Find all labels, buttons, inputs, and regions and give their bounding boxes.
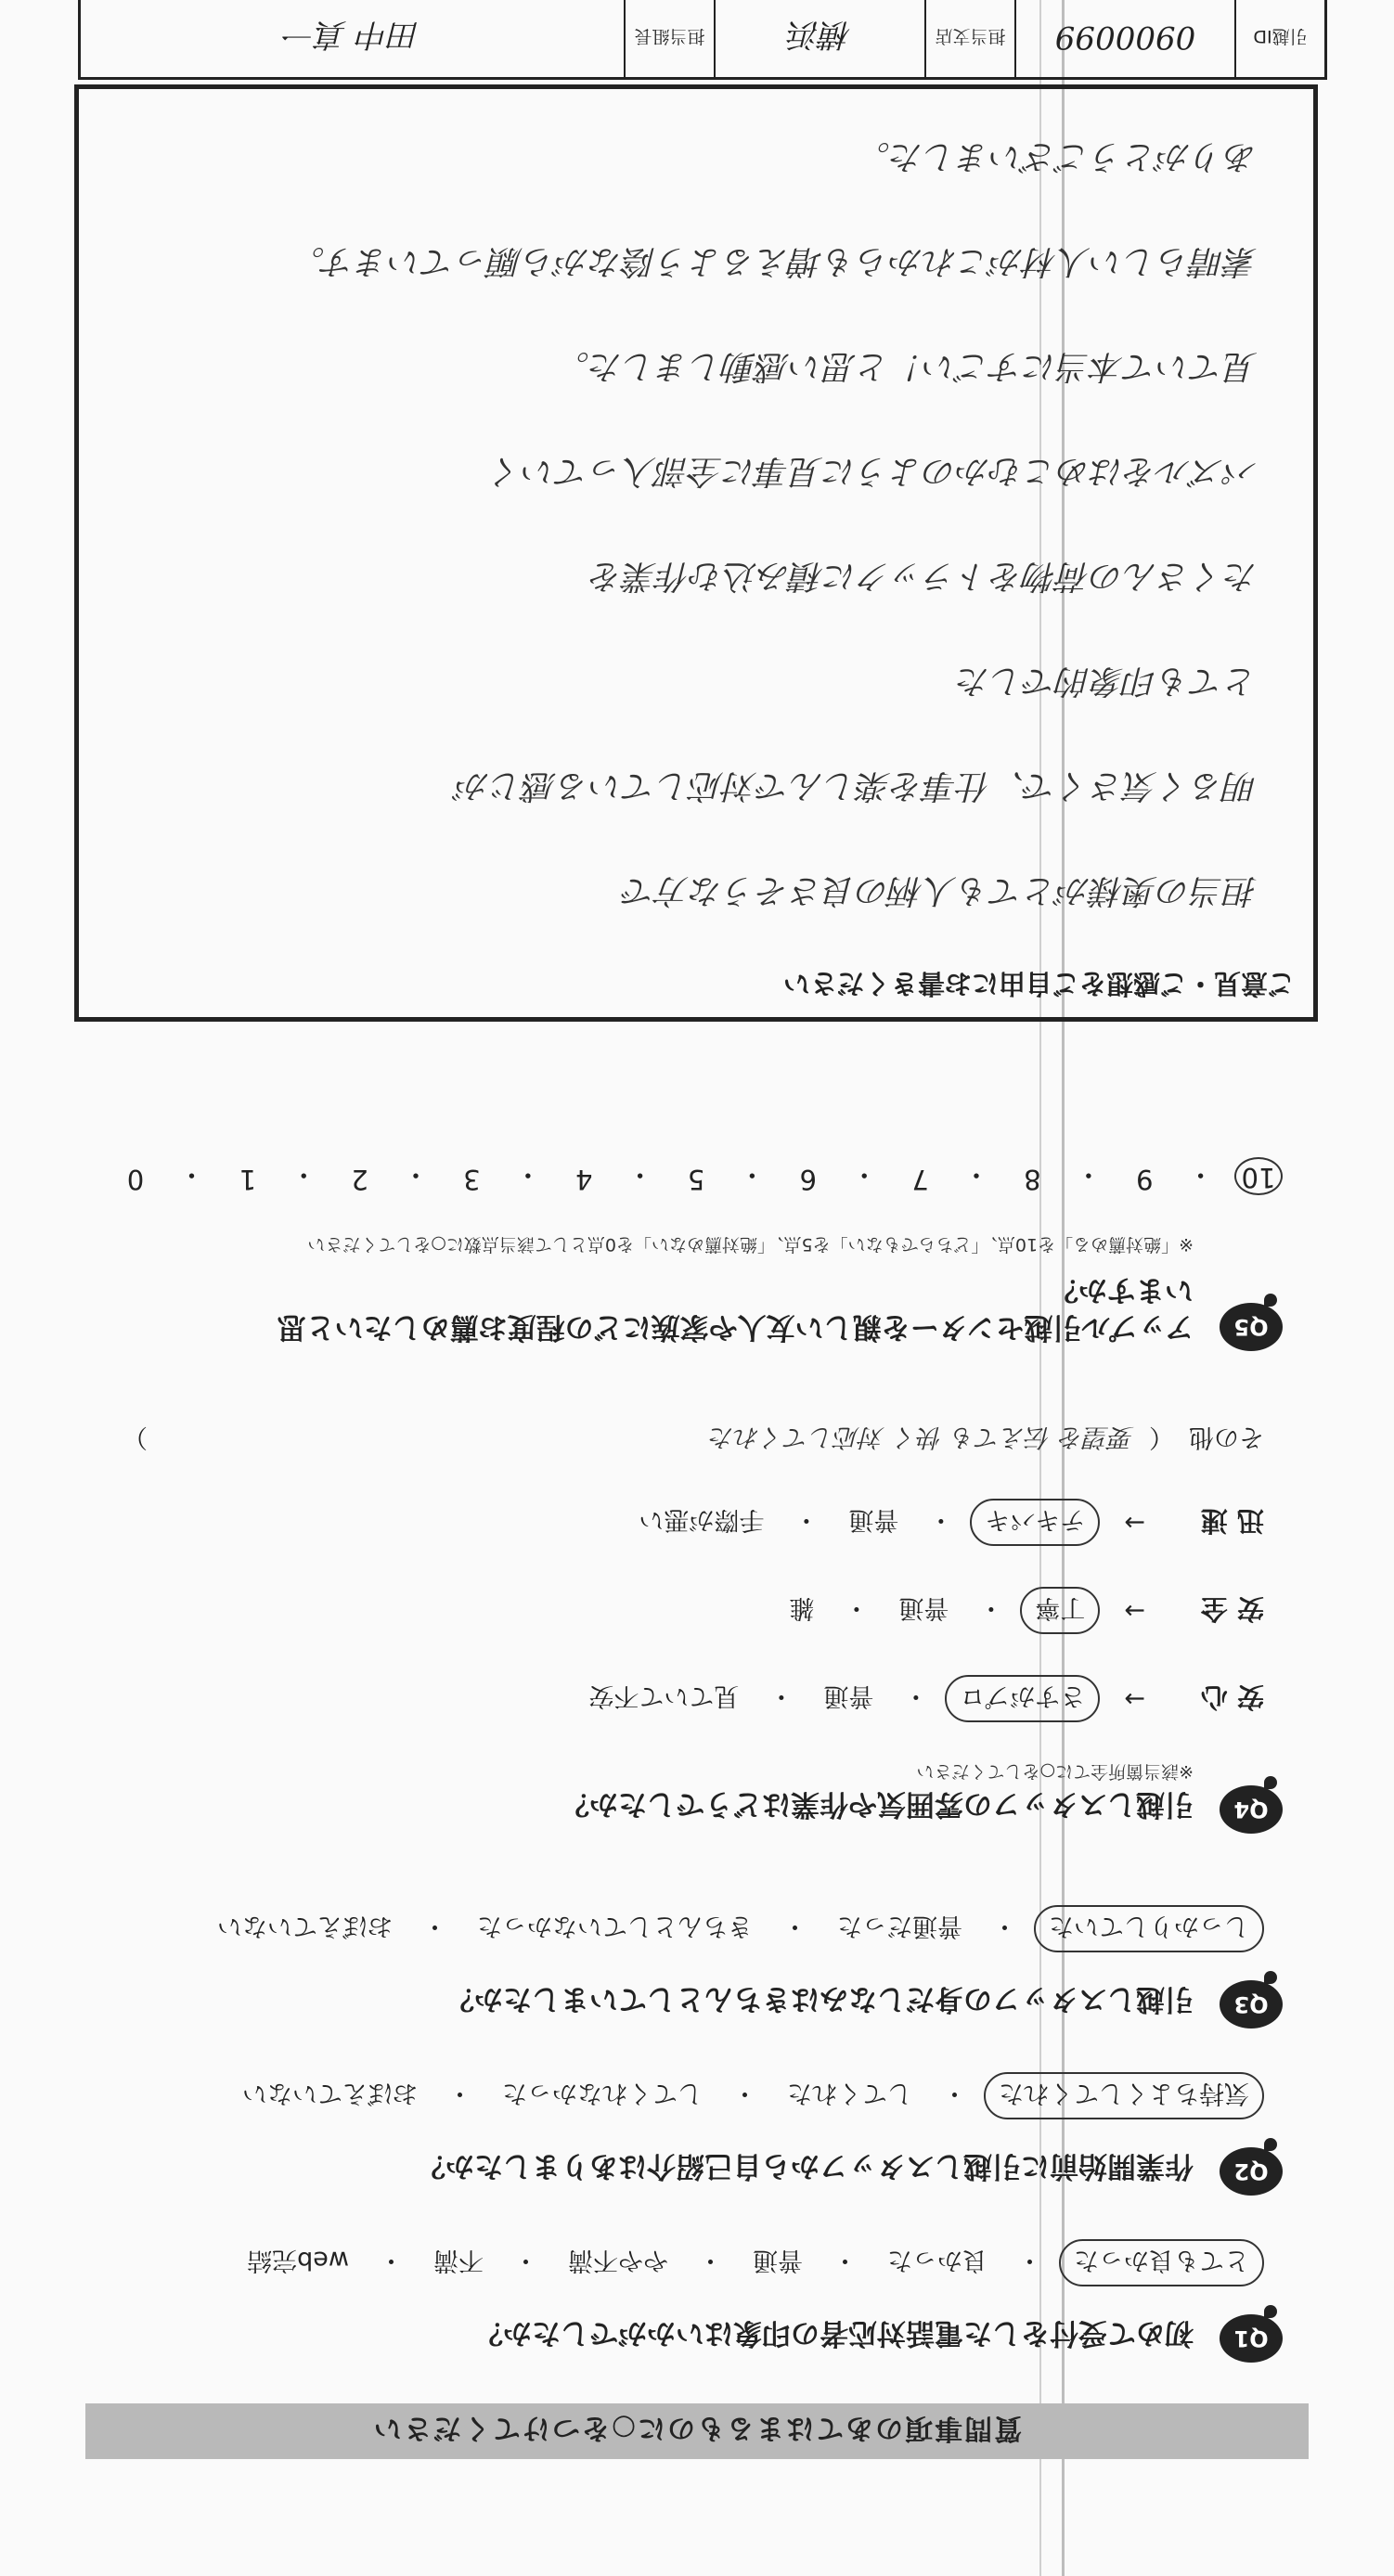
q4-text: 引越しスタッフの雰囲気や作業はどうでしたか？ xyxy=(561,1787,1194,1821)
q3-text: 引越しスタッフの身だしなみはきちんとしていましたか？ xyxy=(445,1982,1194,2016)
q3-option-3[interactable]: おぼえていない xyxy=(217,1912,393,1940)
comment-line-5: パズルをはめこむかのように見事に全部入っていく xyxy=(488,452,1258,490)
q1-option-3[interactable]: やや不満 xyxy=(568,2246,668,2274)
comment-line-3: とても印象的でした xyxy=(956,662,1258,700)
q4-row-anshin: 安 心 → さすがプロ ・ 普通 ・ 見ていて不安 xyxy=(575,1675,1264,1722)
q4-other-text[interactable]: 要望を 伝えても 快く 対応してくれた xyxy=(709,1423,1134,1451)
q4-row-2-option-0[interactable]: テキパキ xyxy=(970,1499,1100,1546)
arrow-right-icon: → xyxy=(1124,1596,1145,1625)
q3-option-1[interactable]: 普通だった xyxy=(837,1912,962,1940)
q5-scale-6[interactable]: 6 xyxy=(799,1164,818,1195)
q4-row-1-option-0[interactable]: 丁寧 xyxy=(1020,1587,1100,1634)
question-2 xyxy=(113,2066,1283,2196)
question-5 xyxy=(113,1212,1283,1351)
q5-scale-4[interactable]: 4 xyxy=(575,1164,593,1195)
q4-row-1-label: 安 全 xyxy=(1200,1593,1264,1625)
q2-option-2[interactable]: してくれなかった xyxy=(502,2079,703,2107)
q3-option-2[interactable]: きちんとしていなかった xyxy=(477,1912,753,1940)
q4-row-2-option-2[interactable]: 手際が悪い xyxy=(639,1505,765,1534)
q3-badge: Q3 xyxy=(1220,1980,1283,2029)
q2-option-1[interactable]: してくれた xyxy=(787,2079,912,2107)
staff-info-table xyxy=(78,0,1327,80)
staff-value[interactable]: 田中 真一 xyxy=(284,16,420,53)
q4-row-1-option-2[interactable]: 雑 xyxy=(789,1593,815,1622)
q4-row-2-label: 迅 速 xyxy=(1200,1505,1264,1537)
q2-option-0[interactable]: 気持ちよくしてくれた xyxy=(984,2072,1264,2119)
q4-row-jinsoku: 迅 速 → テキパキ ・ 普通 ・ 手際が悪い xyxy=(626,1499,1264,1546)
q4-note: ※該当箇所全てに○をしてください xyxy=(916,1761,1194,1782)
q2-badge: Q2 xyxy=(1220,2147,1283,2196)
q3-option-0[interactable]: しっかりしていた xyxy=(1034,1905,1264,1952)
q4-other-label: その他 xyxy=(1189,1423,1264,1451)
q1-option-4[interactable]: 不満 xyxy=(433,2246,484,2274)
q5-scale-9[interactable]: 9 xyxy=(1135,1164,1154,1195)
survey-title: 質問事項のあてはまるものに○をつけてください xyxy=(371,2412,1023,2444)
q1-option-2[interactable]: 普通 xyxy=(753,2246,803,2274)
q5-scale-0[interactable]: 0 xyxy=(126,1164,145,1195)
survey-header xyxy=(85,2403,1309,2459)
comment-line-8: ありがとうございました。 xyxy=(856,137,1258,175)
q4-row-0-label: 安 心 xyxy=(1200,1681,1264,1713)
q2-options: 気持ちよくしてくれた ・ してくれた ・ してくれなかった ・ おぼえていない xyxy=(229,2072,1264,2119)
q5-scale: 10 ・ 9 ・ 8 ・ 7 ・ 6 ・ 5 ・ 4 ・ 3 ・ 2 ・ 1 ・ 0 xyxy=(113,1157,1283,1195)
q5-scale-3[interactable]: 3 xyxy=(463,1164,481,1195)
question-1 xyxy=(113,2233,1283,2363)
question-4 xyxy=(113,1388,1283,1834)
id-label: 引越ID xyxy=(1234,0,1324,77)
q1-badge: Q1 xyxy=(1220,2314,1283,2363)
q4-row-0-option-2[interactable]: 見ていて不安 xyxy=(588,1681,740,1710)
q1-option-1[interactable]: 良かった xyxy=(887,2246,987,2274)
q5-scale-1[interactable]: 1 xyxy=(239,1164,257,1195)
q2-text: 作業開始前に引越しスタッフから自己紹介はありましたか？ xyxy=(417,2149,1194,2183)
comment-title: ご意見・ご感想をご自由にお書きください xyxy=(782,968,1295,999)
comment-box xyxy=(74,84,1318,1022)
q1-option-5[interactable]: web完結 xyxy=(247,2246,349,2274)
comment-line-6: 見ていて本当にすごい！と思い感動しました。 xyxy=(555,347,1258,385)
q3-options: しっかりしていた ・ 普通だった ・ きちんとしていなかった ・ おぼえていない xyxy=(204,1905,1264,1952)
arrow-right-icon: → xyxy=(1124,1508,1145,1537)
q5-note: ※「絶対薦める」を10点、「どちらでもない」を5点、「絶対薦めない」を0点として該当点数に○をしてください xyxy=(307,1234,1194,1255)
q5-scale-5[interactable]: 5 xyxy=(687,1164,705,1195)
staff-label: 担当組長 xyxy=(624,0,714,77)
id-value[interactable]: 0900099 xyxy=(1014,0,1234,77)
q5-scale-2[interactable]: 2 xyxy=(351,1164,368,1195)
q4-row-anzen: 安 全 → 丁寧 ・ 普通 ・ 雑 xyxy=(776,1587,1264,1634)
q4-row-0-option-1[interactable]: 普通 xyxy=(823,1681,874,1710)
question-3 xyxy=(113,1899,1283,2029)
comment-line-4: たくさんの荷物をトラックに積み込む作業を xyxy=(589,557,1258,595)
q5-scale-10[interactable]: 10 xyxy=(1234,1157,1283,1195)
q4-badge: Q4 xyxy=(1220,1785,1283,1834)
q4-other: その他 （ 要望を 伝えても 快く 対応してくれた ） xyxy=(123,1422,1264,1458)
branch-value[interactable]: 横浜 xyxy=(714,0,924,77)
q5-badge: Q5 xyxy=(1220,1303,1283,1351)
q1-option-0[interactable]: とても良かった xyxy=(1059,2239,1264,2286)
arrow-right-icon: → xyxy=(1124,1684,1145,1713)
q2-option-3[interactable]: おぼえていない xyxy=(242,2079,418,2107)
q4-row-0-option-0[interactable]: さすがプロ xyxy=(945,1675,1100,1722)
q5-text: アップル引越センターを親しい友人や家族にどの程度お薦めしたいと思いますか？ xyxy=(277,1273,1194,1344)
comment-line-1: 担当の奥様がとても人柄の良さそうな方で xyxy=(622,871,1258,909)
q1-text: 初めて受付をした電話対応者の印象はいかがでしたか？ xyxy=(474,2316,1194,2350)
comment-text-area[interactable] xyxy=(125,104,1258,943)
comment-line-7: 素晴らしい人材がこれからも増えるよう陰ながら願っています。 xyxy=(290,242,1258,280)
branch-label: 担当支店 xyxy=(924,0,1014,77)
q5-scale-8[interactable]: 8 xyxy=(1024,1164,1041,1195)
q5-scale-7[interactable]: 7 xyxy=(911,1164,929,1195)
comment-line-2: 明るく気さくで、仕事を楽しんで対応している感じが xyxy=(456,766,1258,805)
q4-row-1-option-1[interactable]: 普通 xyxy=(898,1593,949,1622)
q4-row-2-option-1[interactable]: 普通 xyxy=(848,1505,899,1534)
q1-options: とても良かった ・ 良かった ・ 普通 ・ やや不満 ・ 不満 ・ web完結 xyxy=(234,2239,1264,2286)
